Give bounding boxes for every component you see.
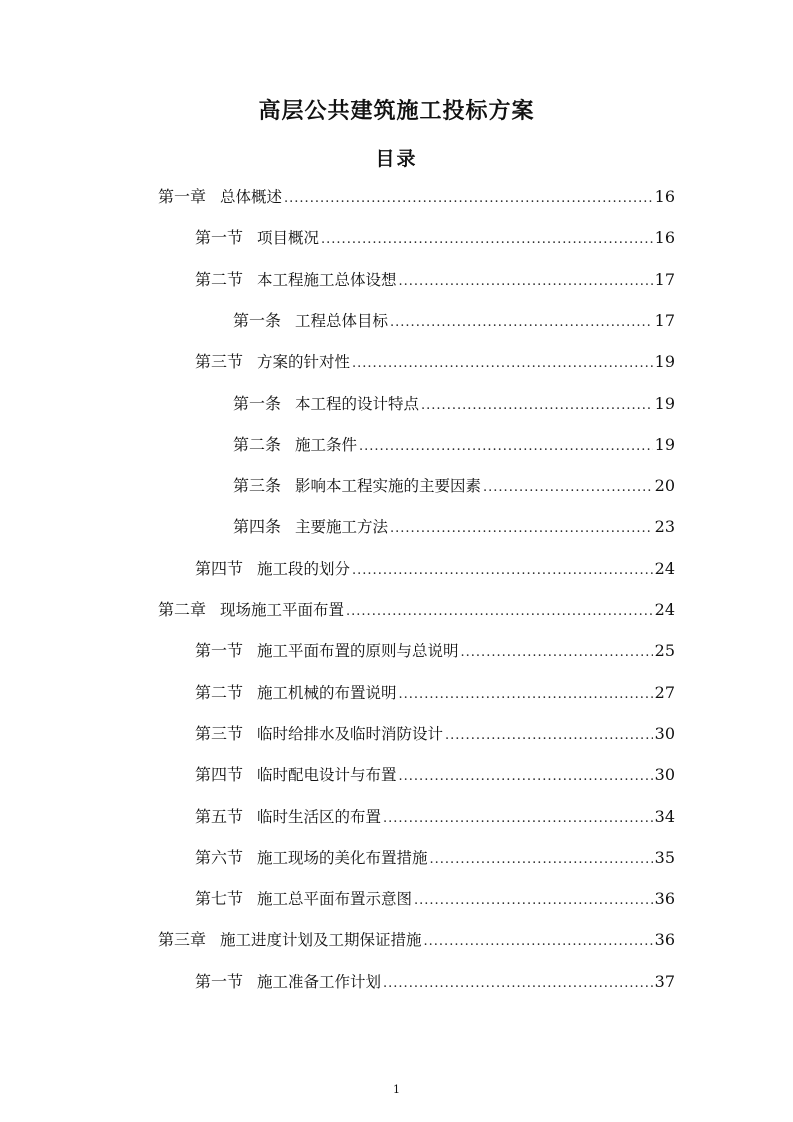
dot-leader [483, 475, 653, 501]
toc-entry[interactable] [195, 267, 675, 293]
toc-entry-label: 施工现场的美化布置措施 [257, 848, 428, 867]
toc-entry[interactable] [195, 762, 675, 788]
dot-leader [399, 269, 653, 295]
toc-entry-prefix: 第一节 [195, 641, 244, 661]
toc-entry-label: 施工机械的布置说明 [257, 683, 397, 702]
toc-entry-prefix: 第一条 [233, 310, 282, 330]
toc-entry-label: 本工程施工总体设想 [257, 270, 397, 289]
toc-entry-page: 34 [654, 806, 675, 826]
toc-entry-page: 24 [654, 558, 675, 578]
toc-entry-page: 36 [654, 889, 675, 909]
toc-entry[interactable] [158, 597, 675, 623]
toc-entry-prefix: 第一节 [195, 971, 244, 991]
dot-leader [284, 186, 653, 212]
toc-entry-label: 影响本工程实施的主要因素 [295, 477, 482, 496]
toc-entry[interactable] [195, 804, 675, 830]
toc-entry-label: 施工平面布置的原则与总说明 [257, 642, 459, 661]
toc-entry-label: 方案的针对性 [257, 353, 351, 372]
toc-entry[interactable] [233, 308, 675, 334]
toc-entry-label: 临时生活区的布置 [257, 807, 382, 826]
toc-entry-label: 临时给排水及临时消防设计 [257, 724, 444, 743]
toc-entry-prefix: 第三章 [158, 930, 207, 950]
toc-entry-prefix: 第五节 [195, 806, 244, 826]
dot-leader [352, 558, 653, 584]
dot-leader [390, 310, 653, 336]
toc-entry-label: 工程总体目标 [295, 311, 389, 330]
toc-entry-label: 施工条件 [295, 435, 358, 454]
toc-entry-page: 24 [654, 600, 675, 619]
dot-leader [421, 393, 653, 419]
toc-entry-prefix: 第一节 [195, 228, 244, 248]
dot-leader [352, 351, 653, 377]
toc-entry-prefix: 第一章 [158, 187, 207, 206]
toc-entry-prefix: 第三条 [233, 476, 282, 496]
toc-entry-label: 现场施工平面布置 [220, 601, 345, 619]
toc-entry-page: 30 [654, 765, 675, 785]
dot-leader [321, 227, 653, 253]
dot-leader [399, 682, 653, 708]
dot-leader [383, 806, 653, 832]
toc-entry-page: 30 [654, 723, 675, 743]
toc-entry-page: 37 [654, 971, 675, 991]
dot-leader [399, 764, 653, 790]
toc-entry-page: 19 [654, 352, 675, 372]
toc-entry-label: 主要施工方法 [295, 518, 389, 537]
toc-entry-prefix: 第二节 [195, 269, 244, 289]
toc-entry-prefix: 第六节 [195, 847, 244, 867]
toc-entry[interactable] [158, 184, 675, 210]
toc-entry[interactable] [233, 432, 675, 458]
toc-entry-prefix: 第一条 [233, 393, 282, 413]
toc-entry-prefix: 第二章 [158, 600, 207, 619]
toc-entry-prefix: 第四条 [233, 517, 282, 537]
toc-entry-page: 17 [654, 310, 675, 330]
page-number: 1 [393, 1083, 400, 1096]
toc-entry[interactable] [195, 721, 675, 747]
toc-entry[interactable] [233, 514, 675, 540]
toc-entry-page: 19 [654, 393, 675, 413]
dot-leader [359, 434, 653, 460]
toc-entry-label: 施工总平面布置示意图 [257, 890, 413, 909]
toc-entry-label: 临时配电设计与布置 [257, 766, 397, 785]
toc-entry-page: 16 [654, 187, 675, 206]
toc-entry-prefix: 第二条 [233, 434, 282, 454]
toc-entry-page: 35 [654, 847, 675, 867]
toc-entry-prefix: 第三节 [195, 352, 244, 372]
toc-entry-prefix: 第四节 [195, 558, 244, 578]
toc-entry[interactable] [195, 969, 675, 995]
toc-entry[interactable] [195, 638, 675, 664]
toc-entry-page: 17 [654, 269, 675, 289]
dot-leader [430, 847, 653, 873]
document-title: 高层公共建筑施工投标方案 [258, 99, 535, 124]
toc-entry[interactable] [195, 845, 675, 871]
toc-entry-label: 本工程的设计特点 [295, 394, 420, 413]
toc-entry-page: 23 [654, 517, 675, 537]
toc-entry-page: 16 [654, 228, 675, 248]
toc-heading: 目录 [375, 148, 418, 170]
toc-entry-label: 项目概况 [257, 229, 320, 248]
toc-entry-page: 36 [654, 930, 675, 950]
toc-entry-prefix: 第四节 [195, 765, 244, 785]
dot-leader [383, 971, 653, 997]
toc-entry[interactable] [195, 225, 675, 251]
toc-entry[interactable] [195, 886, 675, 912]
toc-entry-label: 施工进度计划及工期保证措施 [220, 931, 422, 950]
dot-leader [390, 516, 653, 542]
toc-entry[interactable] [233, 473, 675, 499]
toc-entry-page: 27 [654, 682, 675, 702]
toc-entry[interactable] [158, 927, 675, 953]
toc-entry-label: 施工准备工作计划 [257, 972, 382, 991]
toc-entry[interactable] [233, 391, 675, 417]
dot-leader [445, 723, 653, 749]
toc-entry-page: 25 [654, 641, 675, 661]
dot-leader [346, 599, 653, 625]
toc-entry-prefix: 第二节 [195, 682, 244, 702]
toc-entry-page: 20 [654, 476, 675, 496]
toc-entry-label: 总体概述 [220, 188, 283, 206]
toc-entry[interactable] [195, 680, 675, 706]
dot-leader [461, 640, 653, 666]
toc-entry-prefix: 第七节 [195, 889, 244, 909]
toc-entry[interactable] [195, 349, 675, 375]
dot-leader [424, 929, 653, 955]
toc-entry-label: 施工段的划分 [257, 559, 351, 578]
toc-entry-prefix: 第三节 [195, 723, 244, 743]
dot-leader [414, 888, 653, 914]
toc-entry-page: 19 [654, 434, 675, 454]
toc-entry[interactable] [195, 556, 675, 582]
